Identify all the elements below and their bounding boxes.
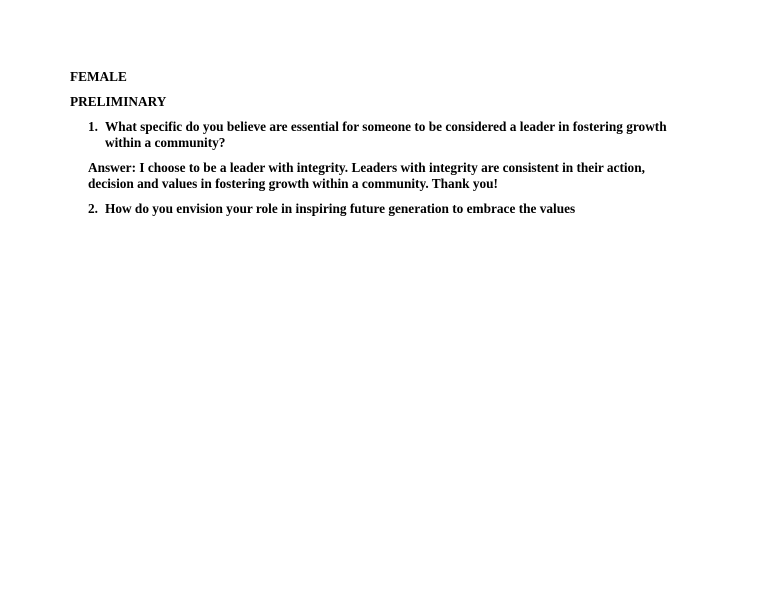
- question-2-text: How do you envision your role in inspiring future generation to embrace the values: [105, 201, 576, 216]
- answer-1-line-1: Answer: I choose to be a leader with integrity. Leaders with integrity are consistent in their action,: [88, 160, 645, 175]
- question-1-text-line-1: What specific do you believe are essential for someone to be considered a leader in fostering growth: [105, 119, 667, 134]
- heading-preliminary: PRELIMINARY: [70, 94, 167, 109]
- answer-1-line-2: decision and values in fostering growth within a community. Thank you!: [88, 176, 498, 191]
- question-1-number: 1.: [88, 119, 98, 134]
- heading-female: FEMALE: [70, 69, 127, 84]
- question-2-number: 2.: [88, 201, 98, 216]
- question-1-text-line-2: within a community?: [105, 135, 226, 150]
